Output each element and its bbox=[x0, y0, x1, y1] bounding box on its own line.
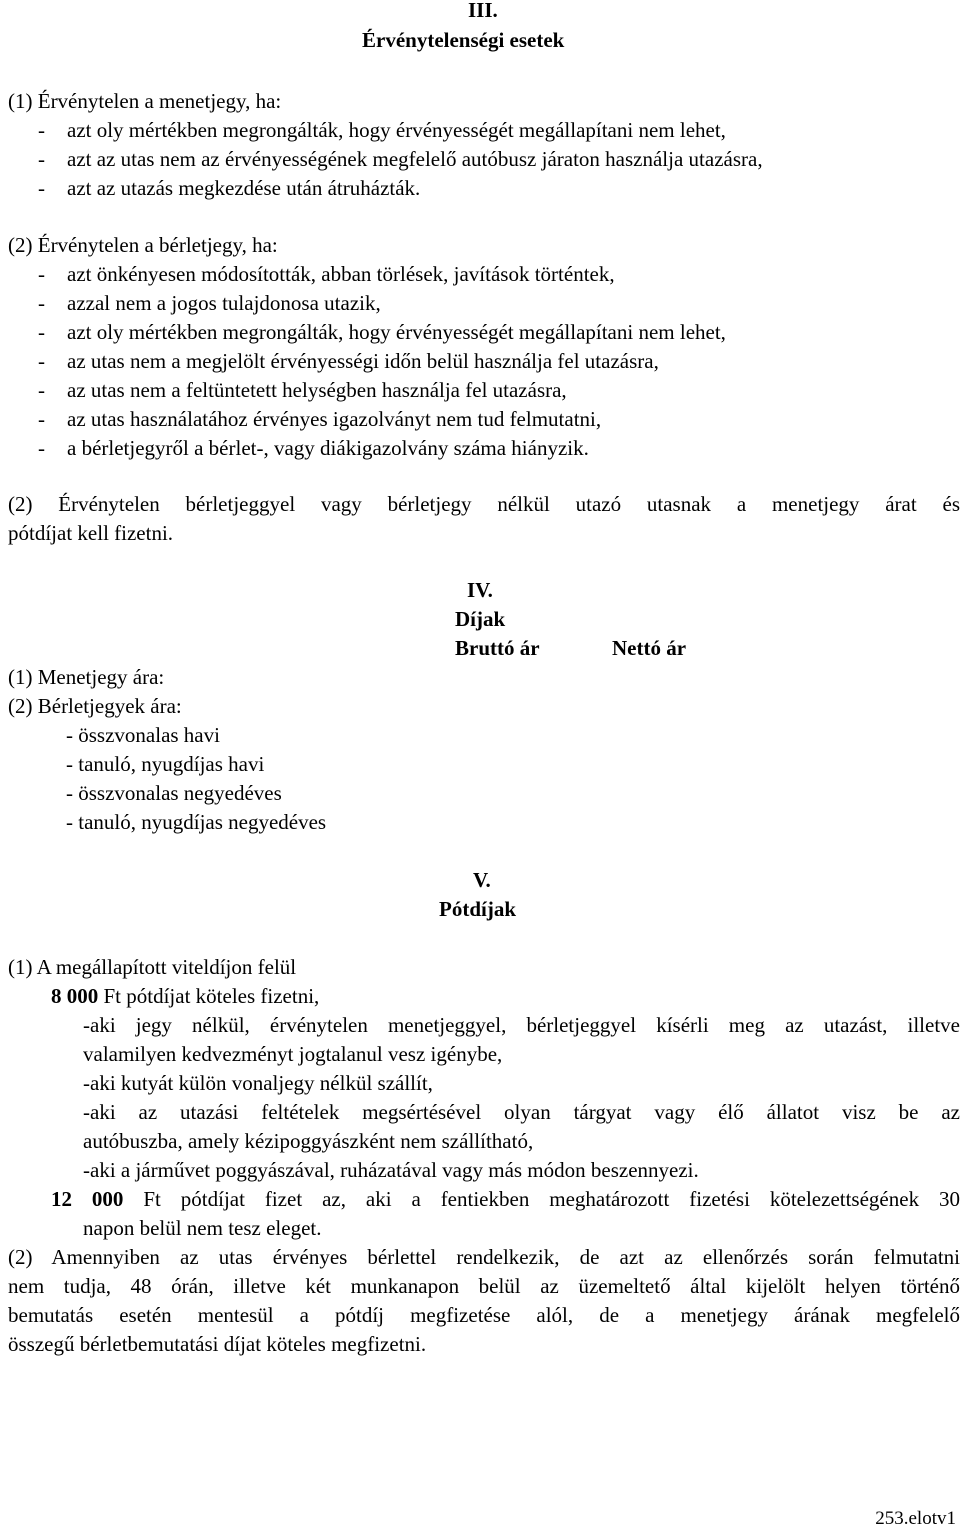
list-item bbox=[38, 260, 615, 289]
paragraph-line: bemutatás esetén mentesül a pótdíj megfizetése alól, de a menetjegy árának megfelelő bbox=[8, 1303, 960, 1327]
dash-bullet: - bbox=[38, 378, 45, 402]
paragraph-line: (2) Érvénytelen bérletjeggyel vagy bérletjegy nélkül utazó utasnak a menetjegy árat és bbox=[8, 492, 960, 516]
list-item-text: az utas nem a feltüntetett helységben használja fel utazásra, bbox=[67, 378, 567, 402]
fee-row-label: (2) Bérletjegyek ára: bbox=[8, 694, 182, 718]
list-item-text: azt oly mértékben megrongálták, hogy érvényességét megállapítani nem lehet, bbox=[67, 118, 726, 142]
dash-bullet: - bbox=[38, 291, 45, 315]
fee-row-label: - összvonalas havi bbox=[66, 723, 220, 747]
list-item bbox=[38, 145, 763, 174]
list-item-text: azt az utas nem az érvényességének megfelelő autóbusz járaton használja utazásra, bbox=[67, 147, 763, 171]
list-item bbox=[38, 116, 726, 145]
list-item bbox=[38, 405, 601, 434]
list-item-text: azt oly mértékben megrongálták, hogy érvényességét megállapítani nem lehet, bbox=[67, 320, 726, 344]
page-footer: 253.elotv1 bbox=[875, 1508, 956, 1529]
ticket-invalid-heading: (1) Érvénytelen a menetjegy, ha: bbox=[8, 89, 282, 113]
fine-text: Ft pótdíjat fizet az, aki a fentiekben meghatározott fizetési kötelezettségének 30 bbox=[123, 1187, 960, 1211]
fine-text: Ft pótdíjat köteles fizetni, bbox=[98, 984, 320, 1008]
fee-row-label: - tanuló, nyugdíjas havi bbox=[66, 752, 265, 776]
list-item-text: azt az utazás megkezdése után átruházták. bbox=[67, 176, 421, 200]
section-title: Érvénytelenségi esetek bbox=[362, 28, 565, 52]
list-item bbox=[38, 318, 726, 347]
list-item-text: azt önkényesen módosították, abban törlések, javítások történtek, bbox=[67, 262, 615, 286]
case-line: -aki jegy nélkül, érvénytelen menetjeggyel, bérletjeggyel kísérli meg az utazást, illetve bbox=[83, 1013, 960, 1037]
list-item bbox=[38, 289, 381, 318]
section-title: Pótdíjak bbox=[439, 897, 517, 921]
fine-line bbox=[51, 982, 319, 1011]
list-item-text: az utas használatához érvényes igazolványt nem tud felmutatni, bbox=[67, 407, 602, 431]
case-line: valamilyen kedvezményt jogtalanul vesz igénybe, bbox=[83, 1042, 503, 1066]
list-item bbox=[38, 174, 420, 203]
case-line: -aki a járművet poggyászával, ruházatával vagy más módon beszennyezi. bbox=[83, 1158, 699, 1182]
fee-row-label: - összvonalas negyedéves bbox=[66, 781, 282, 805]
column-header-gross: Bruttó ár bbox=[455, 636, 540, 660]
dash-bullet: - bbox=[38, 262, 45, 286]
list-item-text: a bérletjegyről a bérlet-, vagy diákigazolvány száma hiányzik. bbox=[67, 436, 589, 460]
list-item-text: azzal nem a jogos tulajdonosa utazik, bbox=[67, 291, 381, 315]
list-item bbox=[38, 434, 589, 463]
paragraph-line: összegű bérletbemutatási díjat köteles megfizetni. bbox=[8, 1332, 427, 1356]
paragraph-line: nem tudja, 48 órán, illetve két munkanapon belül az üzemeltető által kijelölt helyen történő bbox=[8, 1274, 960, 1298]
list-item bbox=[38, 347, 659, 376]
list-item bbox=[38, 376, 567, 405]
dash-bullet: - bbox=[38, 147, 45, 171]
fine-amount: 12 000 bbox=[51, 1187, 124, 1211]
fine-line: napon belül nem tesz eleget. bbox=[83, 1216, 322, 1240]
pass-invalid-heading: (2) Érvénytelen a bérletjegy, ha: bbox=[8, 233, 278, 257]
fee-row-label: - tanuló, nyugdíjas negyedéves bbox=[66, 810, 327, 834]
case-line: -aki kutyát külön vonaljegy nélkül szállít, bbox=[83, 1071, 433, 1095]
list-item-text: az utas nem a megjelölt érvényességi időn belül használja fel utazásra, bbox=[67, 349, 659, 373]
paragraph-line: pótdíjat kell fizetni. bbox=[8, 521, 174, 545]
surcharge-heading: (1) A megállapított viteldíjon felül bbox=[8, 955, 297, 979]
fine-line bbox=[51, 1185, 960, 1214]
dash-bullet: - bbox=[38, 436, 45, 460]
column-header-net: Nettó ár bbox=[612, 636, 687, 660]
section-number: III. bbox=[468, 0, 498, 22]
section-title: Díjak bbox=[455, 607, 506, 631]
case-line: autóbuszba, amely kézipoggyászként nem szállítható, bbox=[83, 1129, 534, 1153]
paragraph-line: (2) Amennyiben az utas érvényes bérlettel rendelkezik, de azt az ellenőrzés során felmutatni bbox=[8, 1245, 960, 1269]
case-line: -aki az utazási feltételek megsértésével olyan tárgyat vagy élő állatot visz be az bbox=[83, 1100, 960, 1124]
section-number: V. bbox=[473, 868, 491, 892]
section-number: IV. bbox=[467, 578, 493, 602]
dash-bullet: - bbox=[38, 176, 45, 200]
dash-bullet: - bbox=[38, 349, 45, 373]
dash-bullet: - bbox=[38, 118, 45, 142]
fee-row-label: (1) Menetjegy ára: bbox=[8, 665, 165, 689]
dash-bullet: - bbox=[38, 407, 45, 431]
fine-amount: 8 000 bbox=[51, 984, 99, 1008]
dash-bullet: - bbox=[38, 320, 45, 344]
